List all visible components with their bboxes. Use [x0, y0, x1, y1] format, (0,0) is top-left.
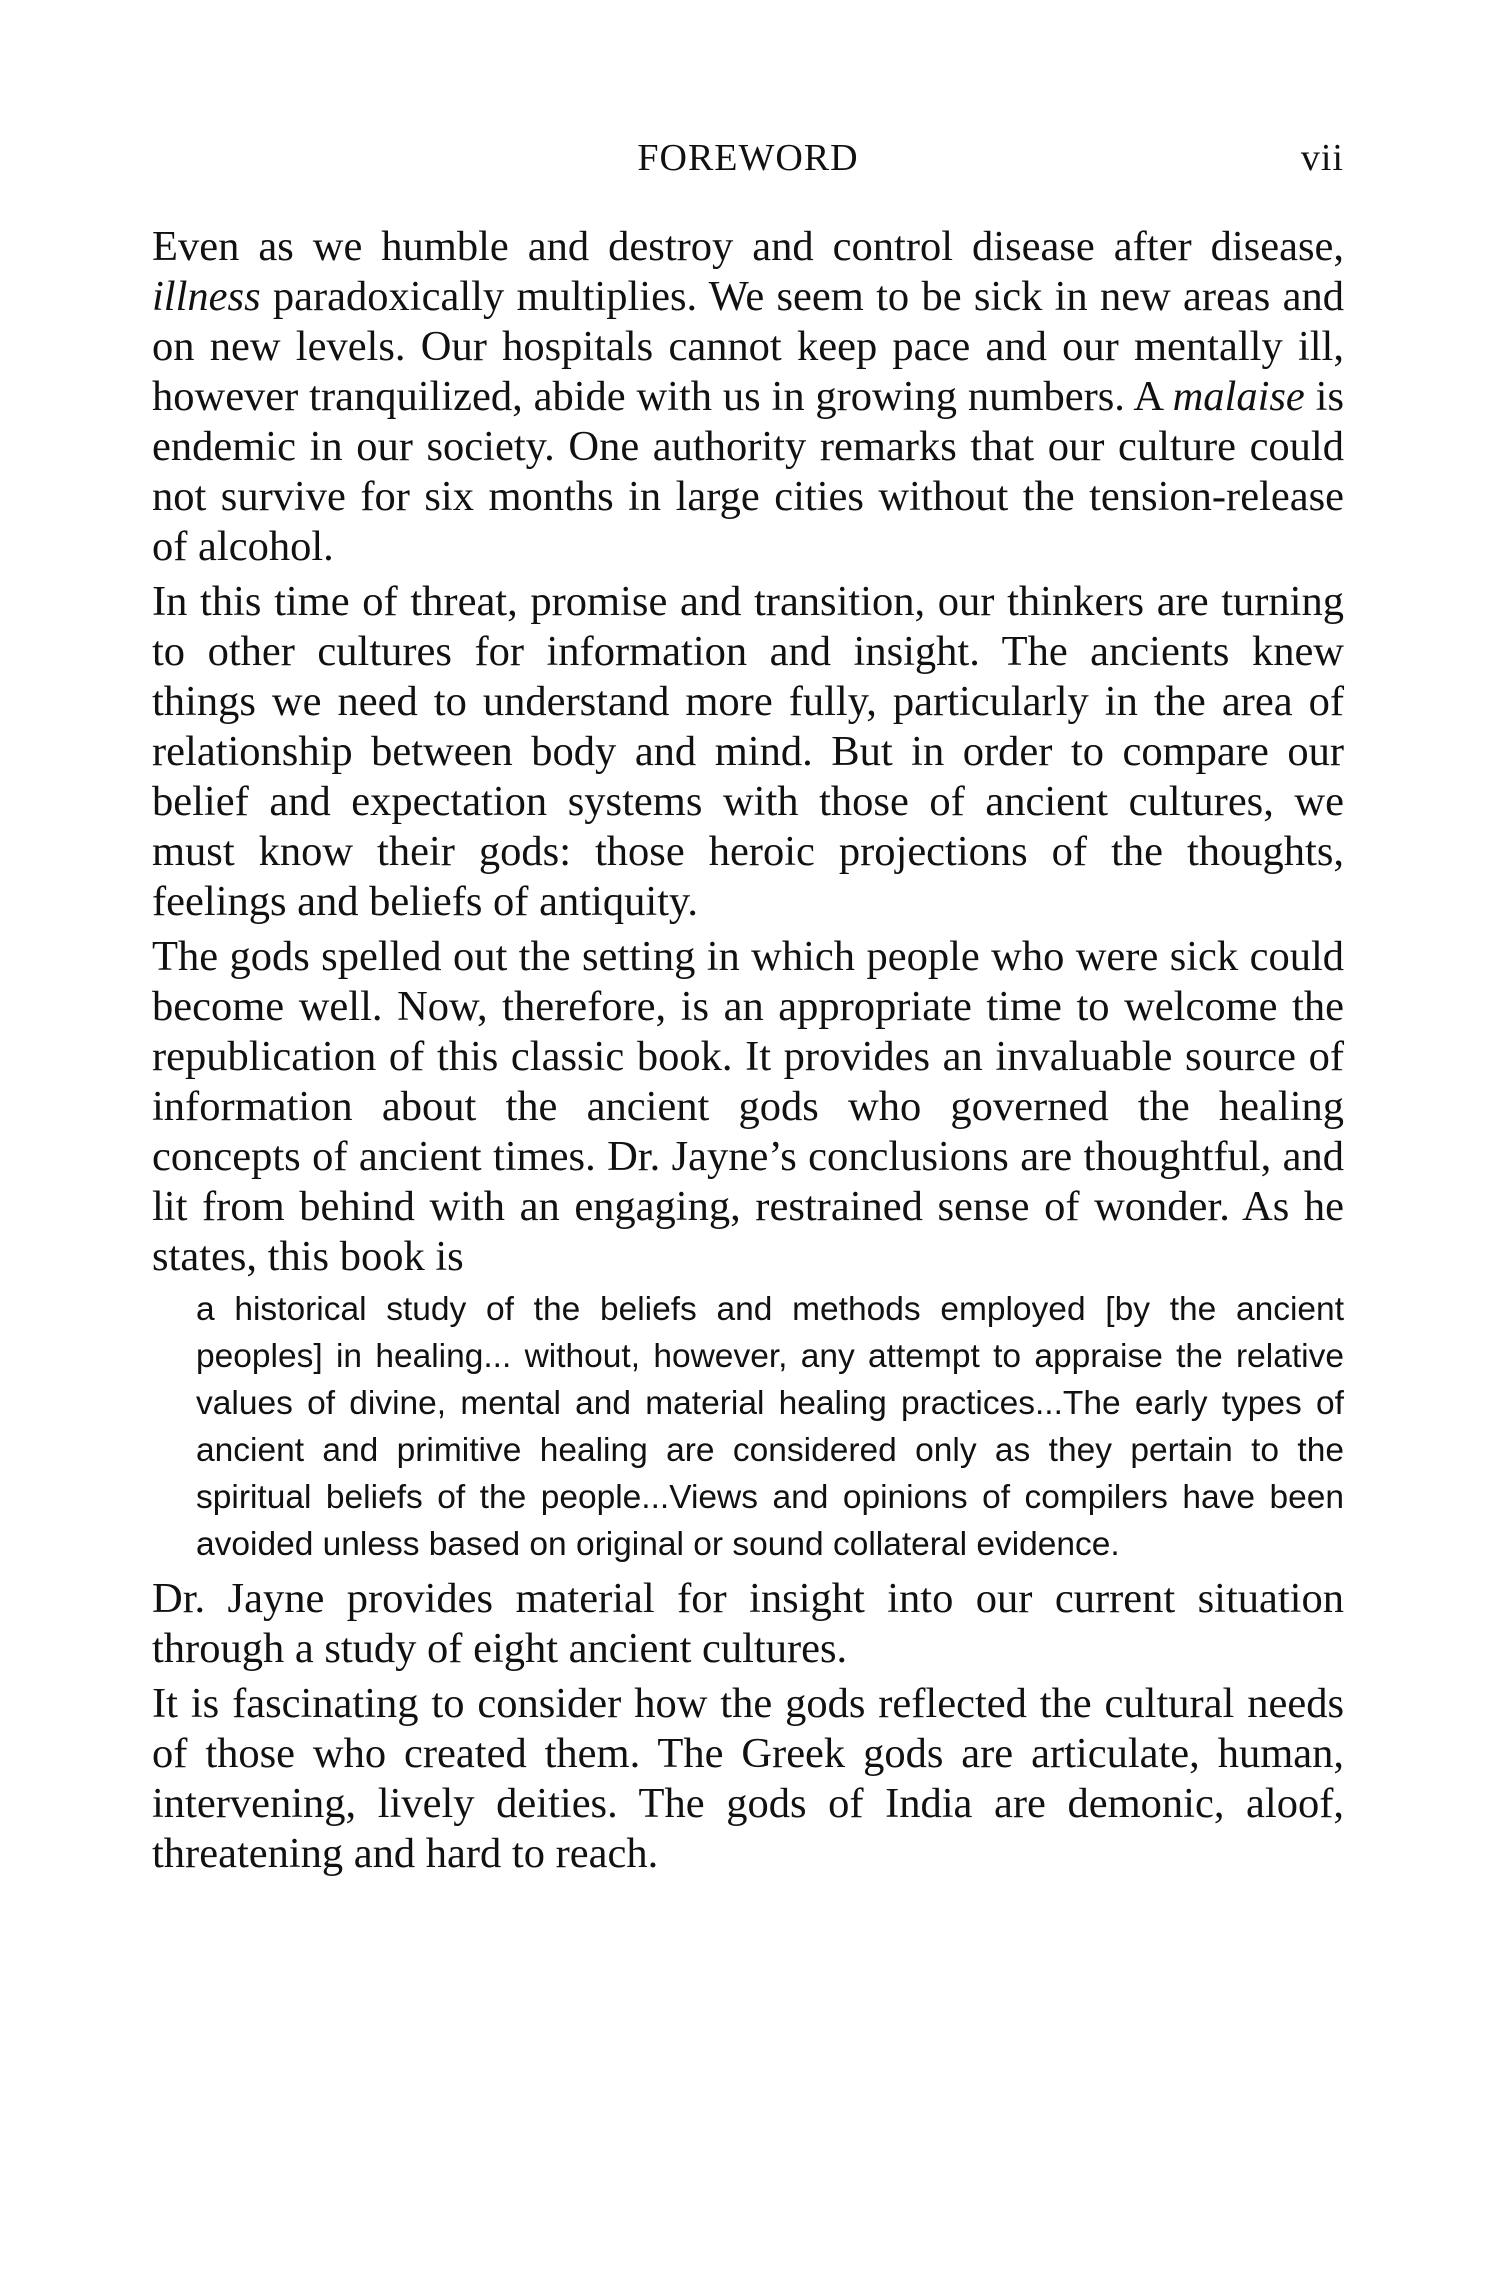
paragraph-1-text-c: paradoxically multiplies. We seem to be sick in new areas and on new levels. Our hospitals cannot keep pace and our mentally ill, however tranquilized, abide with us in growing numbers. A [152, 273, 1344, 420]
page-number: vii [1300, 137, 1344, 179]
paragraph-1-italic-malaise: malaise [1172, 373, 1305, 420]
paragraph-4: Dr. Jayne provides material for insight into our current situation through a study of eight ancient cultures. [152, 1575, 1344, 1672]
paragraph-1-text-a: Even as we humble and destroy and control disease after disease, [152, 223, 1344, 270]
block-quote: a historical study of the beliefs and methods employed [by the ancient peoples] in healing... without, however, any attempt to appraise the relative values of divine, mental and material healing practices...The early types of ancient and primitive healing are considered only as they pertain to the spiritual beliefs of the people...Views and opinions of compilers have been avoided unless based on original or sound collateral evidence. [196, 1291, 1344, 1563]
paragraph-1-italic-illness: illness [152, 273, 261, 320]
paragraph-3: The gods spelled out the setting in which people who were sick could become well. Now, therefore, is an appropriate time to welcome the republication of this classic book. It provides an invaluable source of information about the ancient gods who governed the healing concepts of ancient times. Dr. Jayne’s conclusions are thoughtful, and lit from behind with an engaging, restrained sense of wonder. As he states, this book is [152, 933, 1344, 1280]
running-head [152, 136, 1344, 192]
body-text [152, 222, 1344, 1879]
paragraph-2: In this time of threat, promise and transition, our thinkers are turning to other cultures for information and insight. The ancients knew things we need to understand more fully, particularly in the area of relationship between body and mind. But in order to compare our belief and expectation systems with those of ancient cultures, we must know their gods: those heroic projections of the thoughts, feelings and beliefs of antiquity. [152, 578, 1344, 925]
paragraph-1-text-e: is endemic in our society. One authority remarks that our culture could not survive for six months in large cities without the tension-release of alcohol. [152, 373, 1344, 570]
chapter-title: FOREWORD [637, 137, 859, 179]
paragraph-5: It is fascinating to consider how the gods reflected the cultural needs of those who created them. The Greek gods are articulate, human, intervening, lively deities. The gods of India are demonic, aloof, threatening and hard to reach. [152, 1680, 1344, 1877]
paragraph-1 [152, 222, 1344, 572]
